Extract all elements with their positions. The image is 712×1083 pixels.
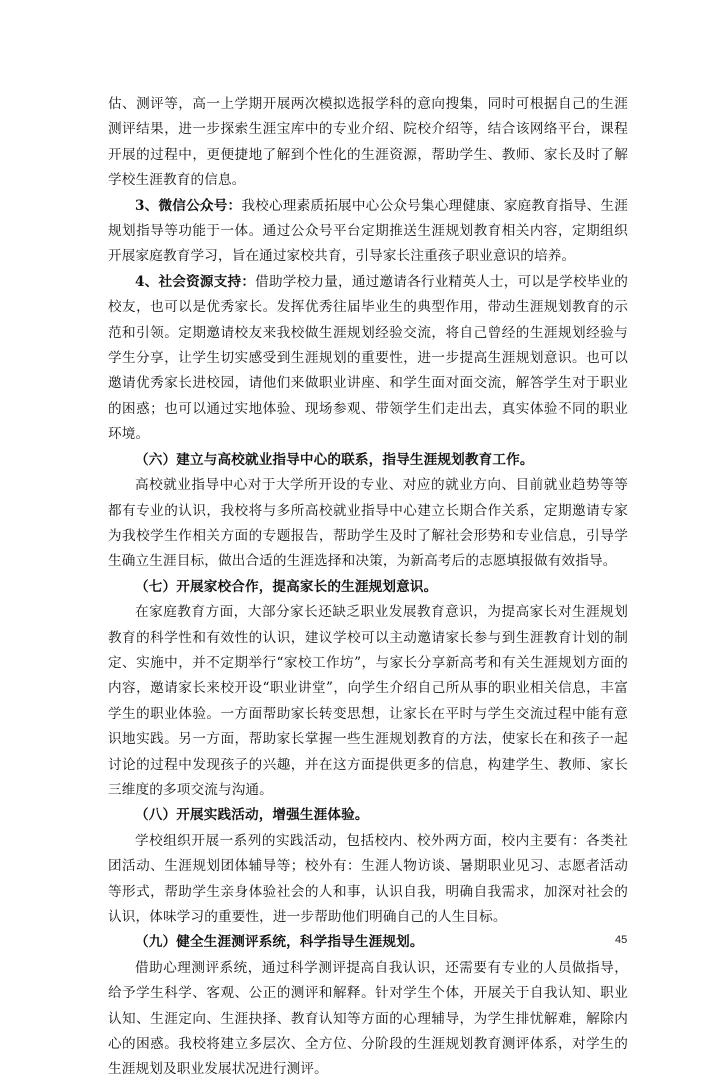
paragraph-social-resources: [108, 270, 628, 448]
section-paragraph-7: 在家庭教育方面，大部分家长还缺乏职业发展教育意识，为提高家长对生涯规划教育的科学性和有效性的认识，建议学校可以主动邀请家长参与到生涯教育计划的制定、实施中，并不定期举行“家校工作坊”，与家长分享新高考和有关生涯规划方面的内容，邀请家长来校开设“职业讲堂”，向学生介绍自己所从事的职业相关信息，丰富学生的职业体验。一方面帮助家长转变思想，让家长在平时与学生交流过程中能有意识地实践。另一方面，帮助家长掌握一些生涯规划教育的方法，使家长在和孩子一起讨论的过程中发现孩子的兴趣，并在这方面提供更多的信息，构建学生、教师、家长三维度的多项交流与沟通。: [108, 604, 628, 798]
section-heading-8: （八）开展实践活动，增强生涯体验。: [135, 807, 369, 824]
document-page: [108, 92, 628, 1083]
paragraph-continued: 估、测评等，高一上学期开展两次模拟选报学科的意向搜集，同时可根据自己的生涯测评结果，进一步探索生涯宝库中的专业介绍、院校介绍等，结合该网络平台，课程开展的过程中，更便捷地了解到个性化的生涯资源，帮助学生、教师、家长及时了解学校生涯教育的信息。: [108, 96, 628, 189]
social-resources-body: 借助学校力量，通过邀请各行业精英人士，可以是学校毕业的校友，也可以是优秀家长。发挥优秀往届毕业生的典型作用，带动生涯规划教育的示范和引领。定期邀请校友来我校做生涯规划经验交流，将自己曾经的生涯规划经验与学生分享，让学生切实感受到生涯规划的重要性，进一步提高生涯规划意识。也可以邀请优秀家长进校园，请他们来做职业讲座、和学生面对面交流，解答学生对于职业的困惑；也可以通过实地体验、现场参观、带领学生们走出去，真实体验不同的职业环境。: [108, 273, 628, 443]
wechat-body: 我校心理素质拓展中心公众号集心理健康、家庭教育指导、生涯规划指导等功能于一体。通过公众号平台定期推送生涯规划教育相关内容，定期组织开展家庭教育学习，旨在通过家校共育，引导家长注重孩子职业意识的培养。: [108, 197, 628, 265]
section-heading-9: （九）健全生涯测评系统，科学指导生涯规划。: [135, 934, 424, 951]
paragraph-wechat: [108, 194, 628, 270]
section-paragraph-9: 借助心理测评系统，通过科学测评提高自我认识，还需要有专业的人员做指导，给予学生科学、客观、公正的测评和解释。针对学生个体，开展关于自我认知、职业认知、生涯定向、生涯抉择、教育认知等方面的心理辅导，为学生排忧解难，解除内心的困惑。我校将建立多层次、全方位、分阶段的生涯规划教育测评体系，对学生的生涯规划及职业发展状况进行测评。: [108, 959, 628, 1078]
social-resources-label: 4、社会资源支持：: [135, 273, 256, 290]
section-heading-7: （七）开展家校合作，提高家长的生涯规划意识。: [135, 578, 438, 595]
section-paragraph-8: 学校组织开展一系列的实践活动，包括校内、校外两方面，校内主要有：各类社团活动、生涯规划团体辅导等；校外有：生涯人物访谈、暑期职业见习、志愿者活动等形式，帮助学生亲身体验社会的人和事，认识自我，明确自我需求，加深对社会的认识，体味学习的重要性，进一步帮助他们明确自己的人生目标。: [108, 832, 628, 925]
page-number: 45: [615, 934, 628, 946]
wechat-label: 3、微信公众号：: [135, 197, 242, 214]
section-heading-6: （六）建立与高校就业指导中心的联系，指导生涯规划教育工作。: [135, 451, 534, 468]
section-paragraph-6: 高校就业指导中心对于大学所开设的专业、对应的就业方向、目前就业趋势等等都有专业的认识，我校将与多所高校就业指导中心建立长期合作关系，定期邀请专家为我校学生作相关方面的专题报告，帮助学生及时了解社会形势和专业信息，引导学生确立生涯目标，做出合适的生涯选择和决策，为新高考后的志愿填报做有效指导。: [108, 477, 628, 570]
